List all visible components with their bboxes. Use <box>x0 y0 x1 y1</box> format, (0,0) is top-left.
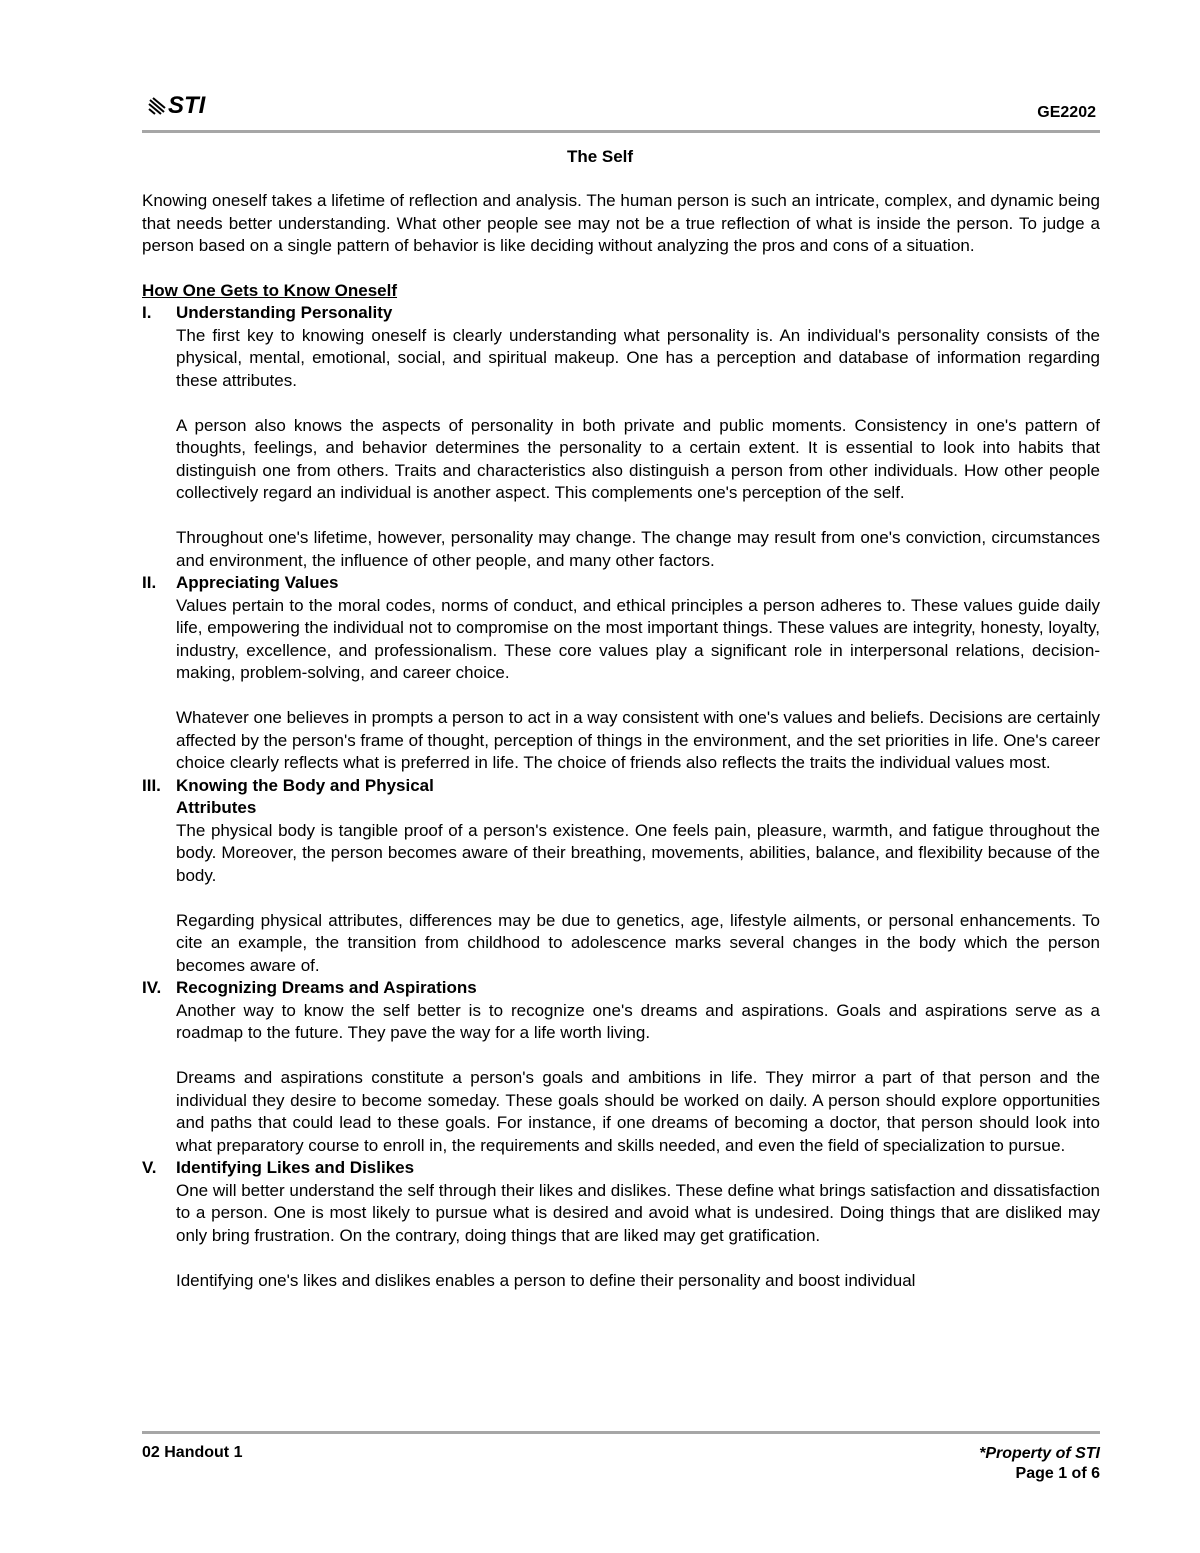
section-paragraph: Identifying one's likes and dislikes enables a person to define their personality and boost individual <box>176 1270 916 1290</box>
section-1 <box>142 302 1100 572</box>
page-title: The Self <box>566 147 634 166</box>
sti-logo <box>147 92 205 120</box>
section-title: Knowing the Body and Physical <box>176 775 434 795</box>
section-title: Recognizing Dreams and Aspirations <box>176 978 477 997</box>
section-paragraph: Regarding physical attributes, differences may be due to genetics, age, lifestyle ailments, or personal enhancements. To cite an example, the transition from childhood to adolescence marks several changes in the body which the person becomes aware of. <box>176 910 1100 975</box>
section-paragraph: The physical body is tangible proof of a person's existence. One feels pain, pleasure, warmth, and fatigue throughout the body. Moreover, the person becomes aware of their breathing, movements, abilities, balance, and flexibility because of the body. <box>176 820 1100 885</box>
section-paragraph: Dreams and aspirations constitute a person's goals and ambitions in life. They mirror a part of that person and the individual they desire to become someday. These goals should be worked on daily. A person should explore opportunities and paths that could lead to these goals. For instance, if one dreams of becoming a doctor, that person should look into what preparatory course to enroll in, the requirements and skills needed, and even the field of specialization to pursue. <box>176 1068 1100 1155</box>
section-paragraph: The first key to knowing oneself is clearly understanding what personality is. An individual's personality consists of the physical, mental, emotional, social, and spiritual makeup. One has a perception and database of information regarding these attributes. <box>176 325 1100 390</box>
property-label: *Property of STI <box>979 1445 1100 1462</box>
section-title: Appreciating Values <box>176 573 339 592</box>
section-3 <box>142 775 1100 978</box>
logo-text: STI <box>168 92 206 119</box>
section-paragraph: One will better understand the self through their likes and dislikes. These define what brings satisfaction and dissatisfaction to a person. One is most likely to pursue what is desired and avoid what is undesired. Doing things that are disliked may only bring frustration. On the contrary, doing things that are liked may get gratification. <box>176 1180 1100 1245</box>
section-number: V. <box>142 1158 157 1177</box>
main-heading: How One Gets to Know Oneself <box>142 280 398 300</box>
section-paragraph: Another way to know the self better is to recognize one's dreams and aspirations. Goals and aspirations serve as a roadmap to the future. They pave the way for a life worth living. <box>176 1000 1100 1042</box>
section-4 <box>142 977 1100 1157</box>
section-number: IV. <box>142 978 162 997</box>
sti-swirl-icon <box>147 96 167 116</box>
section-paragraph: Throughout one's lifetime, however, personality may change. The change may result from one's conviction, circumstances and environment, the influence of other people, and many other factors. <box>176 528 1100 570</box>
section-title: Understanding Personality <box>176 303 393 322</box>
section-5 <box>142 1157 1100 1292</box>
course-code: GE2202 <box>1037 104 1096 121</box>
document-body <box>142 190 1100 1292</box>
header-rule <box>142 130 1100 133</box>
page-number: Page 1 of 6 <box>1015 1465 1100 1482</box>
section-paragraph: A person also knows the aspects of personality in both private and public moments. Consistency in one's pattern of thoughts, feelings, and behavior determines the personality to a certain extent. It is essential to look into habits that distinguish one from others. Traits and characteristics also distinguish a person from other individuals. How other people collectively regard an individual is another aspect. This complements one's perception of the self. <box>176 415 1100 502</box>
section-paragraph: Whatever one believes in prompts a person to act in a way consistent with one's values and beliefs. Decisions are certainly affected by the person's frame of thought, perception of things in the environment, and the set priorities in life. One's career choice clearly reflects what is preferred in life. The choice of friends also reflects the traits the individual values most. <box>176 708 1100 772</box>
section-number: III. <box>142 775 161 795</box>
section-title: Identifying Likes and Dislikes <box>176 1158 415 1177</box>
intro-paragraph: Knowing oneself takes a lifetime of reflection and analysis. The human person is such an intricate, complex, and dynamic being that needs better understanding. What other people see may not be a true reflection of what is inside the person. To judge a person based on a single pattern of behavior is like deciding without analyzing the pros and cons of a situation. <box>142 191 1100 255</box>
section-title-line2: Attributes <box>176 798 257 817</box>
section-2 <box>142 572 1100 775</box>
section-number: I. <box>142 303 152 322</box>
footer-right <box>979 1444 1100 1484</box>
section-paragraph: Values pertain to the moral codes, norms of conduct, and ethical principles a person adheres to. These values guide daily life, empowering the individual not to compromise on the most important things. These values are integrity, honesty, loyalty, industry, excellence, and professionalism. These core values play a significant role in interpersonal relations, decision-making, problem-solving, and career choice. <box>176 595 1100 682</box>
section-number: II. <box>142 573 157 592</box>
handout-label: 02 Handout 1 <box>142 1444 243 1461</box>
footer-rule <box>142 1431 1100 1434</box>
